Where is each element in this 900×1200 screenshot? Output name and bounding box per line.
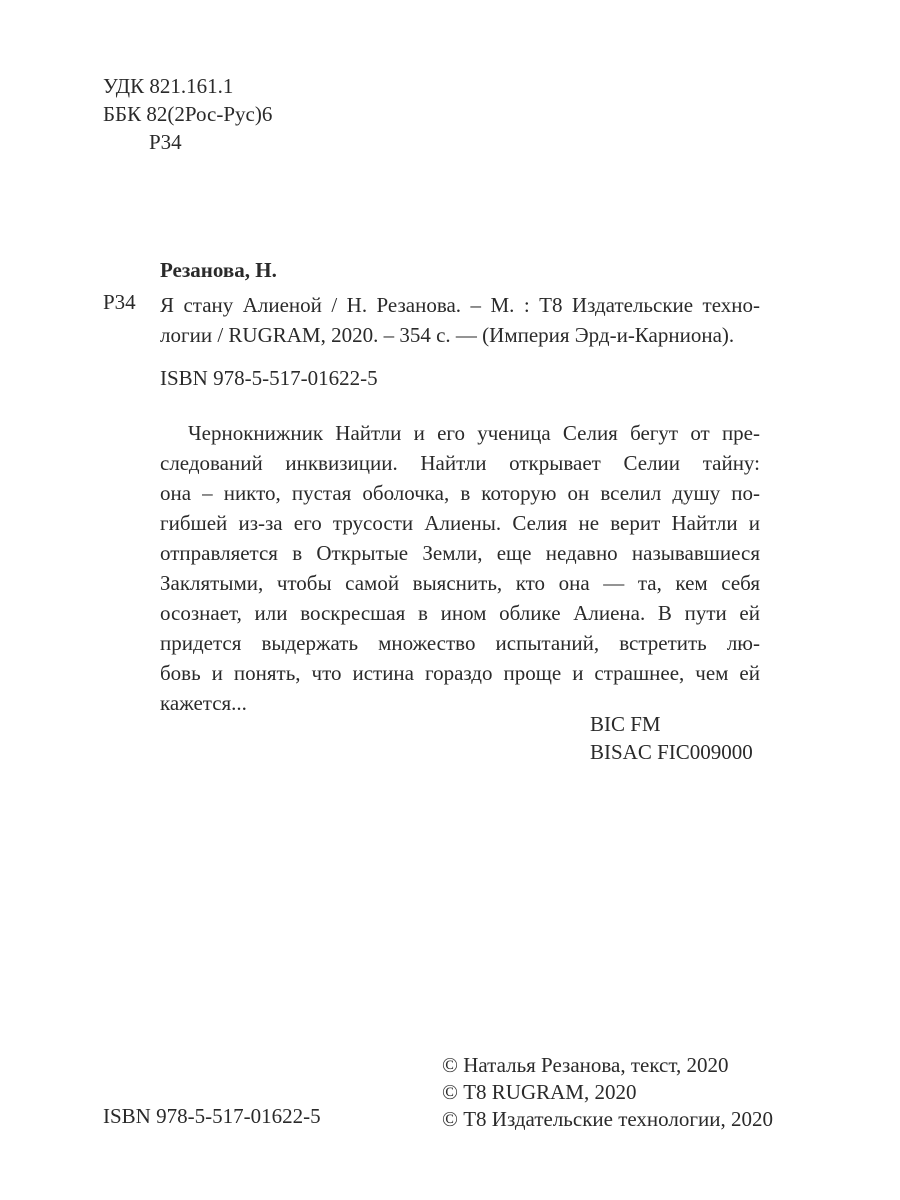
annotation-line: отправляется в Открытые Земли, еще недавно называвшиеся <box>160 541 760 565</box>
annotation-line: бовь и понять, что истина гораздо проще и страшнее, чем ей <box>160 661 760 685</box>
annotation-line: она – никто, пустая оболочка, в которую он вселил душу по- <box>160 481 760 505</box>
annotation <box>160 418 760 718</box>
bib-line: логии / RUGRAM, 2020. – 354 с. — (Империя Эрд-и-Карниона). <box>160 323 735 347</box>
annotation-line: придется выдержать множество испытаний, встретить лю- <box>160 631 760 655</box>
copyright-block <box>442 1052 773 1133</box>
bisac-code: BISAC FIC009000 <box>590 740 753 764</box>
bic-code: BIC FM <box>590 712 661 736</box>
copyright-line: © Т8 RUGRAM, 2020 <box>442 1080 637 1104</box>
bib-author-mark: Р34 <box>103 290 136 314</box>
bib-line: Я стану Алиеной / Н. Резанова. – М. : Т8 Издательские техно- <box>160 293 760 317</box>
author-mark: Р34 <box>149 130 182 154</box>
bibliographic-description <box>160 290 760 350</box>
annotation-line: осознает, или воскресшая в ином облике Алиена. В пути ей <box>160 601 760 625</box>
copyright-line: © Т8 Издательские технологии, 2020 <box>442 1107 773 1131</box>
annotation-line: гибшей из-за его трусости Алиены. Селия не верит Найтли и <box>160 511 760 535</box>
subject-codes <box>590 710 753 766</box>
author-heading: Резанова, Н. <box>160 258 277 282</box>
annotation-line: кажется... <box>160 691 247 715</box>
bbk-code: ББК 82(2Рос-Рус)6 <box>103 102 273 126</box>
isbn-top: ISBN 978-5-517-01622-5 <box>160 366 378 390</box>
copyright-line: © Наталья Резанова, текст, 2020 <box>442 1053 729 1077</box>
udk-code: УДК 821.161.1 <box>103 74 234 98</box>
isbn-bottom: ISBN 978-5-517-01622-5 <box>103 1104 321 1128</box>
annotation-line: Заклятыми, чтобы самой выяснить, кто она — та, кем себя <box>160 571 760 595</box>
classification-block <box>103 72 272 156</box>
annotation-line: следований инквизиции. Найтли открывает Селии тайну: <box>160 451 760 475</box>
annotation-line: Чернокнижник Найтли и его ученица Селия бегут от пре- <box>188 421 760 445</box>
